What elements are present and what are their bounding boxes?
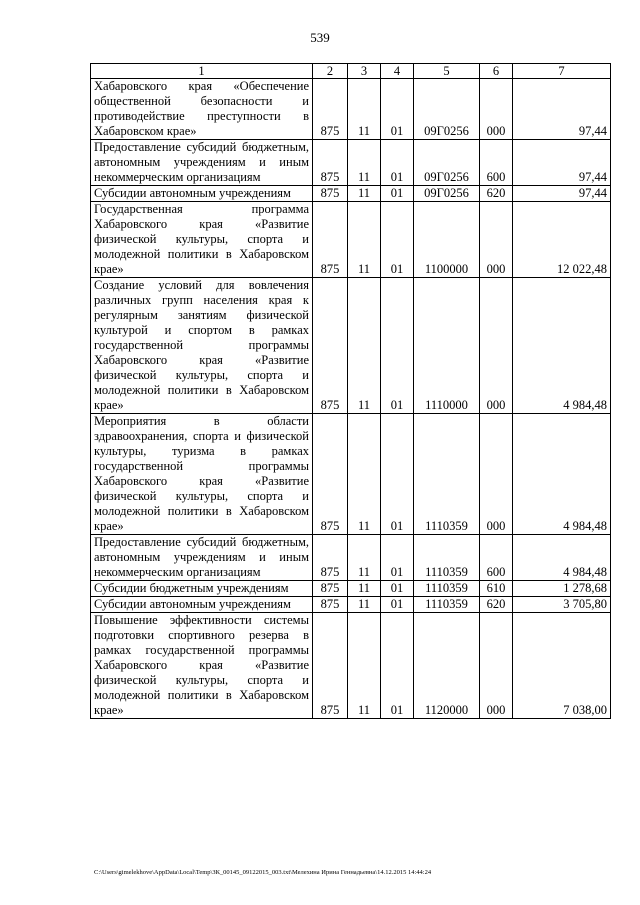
code-cell: 875 — [313, 186, 348, 202]
table-row — [91, 414, 611, 535]
expense-type-cell: 620 — [480, 597, 513, 613]
target-article-cell: 09Г0256 — [414, 186, 480, 202]
expense-type-cell: 000 — [480, 278, 513, 414]
amount-cell: 97,44 — [513, 79, 611, 140]
column-header: 5 — [414, 64, 480, 79]
code-cell: 875 — [313, 414, 348, 535]
expense-type-cell: 600 — [480, 535, 513, 581]
code-cell: 875 — [313, 613, 348, 719]
subsection-cell: 01 — [381, 581, 414, 597]
table-row — [91, 581, 611, 597]
item-name: Государственная программа Хабаровского края «Развитие физической культуры, спорта и молодежной политики в Хабаровском крае» — [91, 202, 313, 278]
section-cell: 11 — [348, 278, 381, 414]
expense-type-cell: 000 — [480, 613, 513, 719]
section-cell: 11 — [348, 140, 381, 186]
column-header: 6 — [480, 64, 513, 79]
section-cell: 11 — [348, 581, 381, 597]
item-name: Мероприятия в области здравоохранения, спорта и физической культуры, туризма в рамках государственной программы Хабаровского края «Развитие физической культуры, спорта и молодежной политики в Хабаровском крае» — [91, 414, 313, 535]
table-row — [91, 186, 611, 202]
amount-cell: 97,44 — [513, 186, 611, 202]
section-cell: 11 — [348, 414, 381, 535]
table-row — [91, 140, 611, 186]
column-header: 3 — [348, 64, 381, 79]
amount-cell: 3 705,80 — [513, 597, 611, 613]
table-row — [91, 79, 611, 140]
subsection-cell: 01 — [381, 535, 414, 581]
target-article-cell: 1120000 — [414, 613, 480, 719]
amount-cell: 4 984,48 — [513, 278, 611, 414]
code-cell: 875 — [313, 278, 348, 414]
subsection-cell: 01 — [381, 140, 414, 186]
item-name: Субсидии автономным учреждениям — [91, 186, 313, 202]
target-article-cell: 1110359 — [414, 414, 480, 535]
section-cell: 11 — [348, 597, 381, 613]
code-cell: 875 — [313, 140, 348, 186]
expense-type-cell: 000 — [480, 202, 513, 278]
item-name: Повышение эффективности системы подготовки спортивного резерва в рамках государственной программы Хабаровского края «Развитие физической культуры, спорта и молодежной политики в Хабаровском крае» — [91, 613, 313, 719]
subsection-cell: 01 — [381, 202, 414, 278]
target-article-cell: 09Г0256 — [414, 140, 480, 186]
target-article-cell: 1100000 — [414, 202, 480, 278]
column-header: 7 — [513, 64, 611, 79]
code-cell: 875 — [313, 597, 348, 613]
subsection-cell: 01 — [381, 278, 414, 414]
item-name: Хабаровского края «Обеспечение общественной безопасности и противодействие преступности в Хабаровском крае» — [91, 79, 313, 140]
budget-table — [90, 63, 611, 719]
subsection-cell: 01 — [381, 414, 414, 535]
table-row — [91, 597, 611, 613]
amount-cell: 12 022,48 — [513, 202, 611, 278]
column-header: 4 — [381, 64, 414, 79]
page-number: 539 — [310, 30, 330, 45]
code-cell: 875 — [313, 79, 348, 140]
table-row — [91, 278, 611, 414]
table-row — [91, 202, 611, 278]
item-name: Субсидии автономным учреждениям — [91, 597, 313, 613]
column-header: 1 — [91, 64, 313, 79]
amount-cell: 97,44 — [513, 140, 611, 186]
expense-type-cell: 610 — [480, 581, 513, 597]
expense-type-cell: 620 — [480, 186, 513, 202]
table-row — [91, 535, 611, 581]
header-row — [91, 64, 611, 79]
subsection-cell: 01 — [381, 597, 414, 613]
expense-type-cell: 600 — [480, 140, 513, 186]
target-article-cell: 09Г0256 — [414, 79, 480, 140]
column-header: 2 — [313, 64, 348, 79]
expense-type-cell: 000 — [480, 79, 513, 140]
section-cell: 11 — [348, 202, 381, 278]
code-cell: 875 — [313, 202, 348, 278]
section-cell: 11 — [348, 613, 381, 719]
item-name: Создание условий для вовлечения различных групп населения края к регулярным занятиям физической культурой и спортом в рамках государственной программы Хабаровского края «Развитие физической культуры, спорта и молодежной политики в Хабаровском крае» — [91, 278, 313, 414]
subsection-cell: 01 — [381, 613, 414, 719]
target-article-cell: 1110000 — [414, 278, 480, 414]
amount-cell: 1 278,68 — [513, 581, 611, 597]
amount-cell: 4 984,48 — [513, 535, 611, 581]
item-name: Предоставление субсидий бюджетным, автономным учреждениям и иным некоммерческим организациям — [91, 535, 313, 581]
section-cell: 11 — [348, 186, 381, 202]
code-cell: 875 — [313, 535, 348, 581]
subsection-cell: 01 — [381, 186, 414, 202]
amount-cell: 7 038,00 — [513, 613, 611, 719]
subsection-cell: 01 — [381, 79, 414, 140]
section-cell: 11 — [348, 535, 381, 581]
target-article-cell: 1110359 — [414, 597, 480, 613]
section-cell: 11 — [348, 79, 381, 140]
code-cell: 875 — [313, 581, 348, 597]
item-name: Субсидии бюджетным учреждениям — [91, 581, 313, 597]
amount-cell: 4 984,48 — [513, 414, 611, 535]
item-name: Предоставление субсидий бюджетным, автономным учреждениям и иным некоммерческим организациям — [91, 140, 313, 186]
file-path-footer: C:\Users\gimelekhove\AppData\Local\Temp\ЗК_00145_09122015_003.txt\Мелехина Ирина Геннадьевна\14.12.2015 14:44:24 — [94, 869, 432, 876]
expense-type-cell: 000 — [480, 414, 513, 535]
target-article-cell: 1110359 — [414, 535, 480, 581]
table-row — [91, 613, 611, 719]
target-article-cell: 1110359 — [414, 581, 480, 597]
